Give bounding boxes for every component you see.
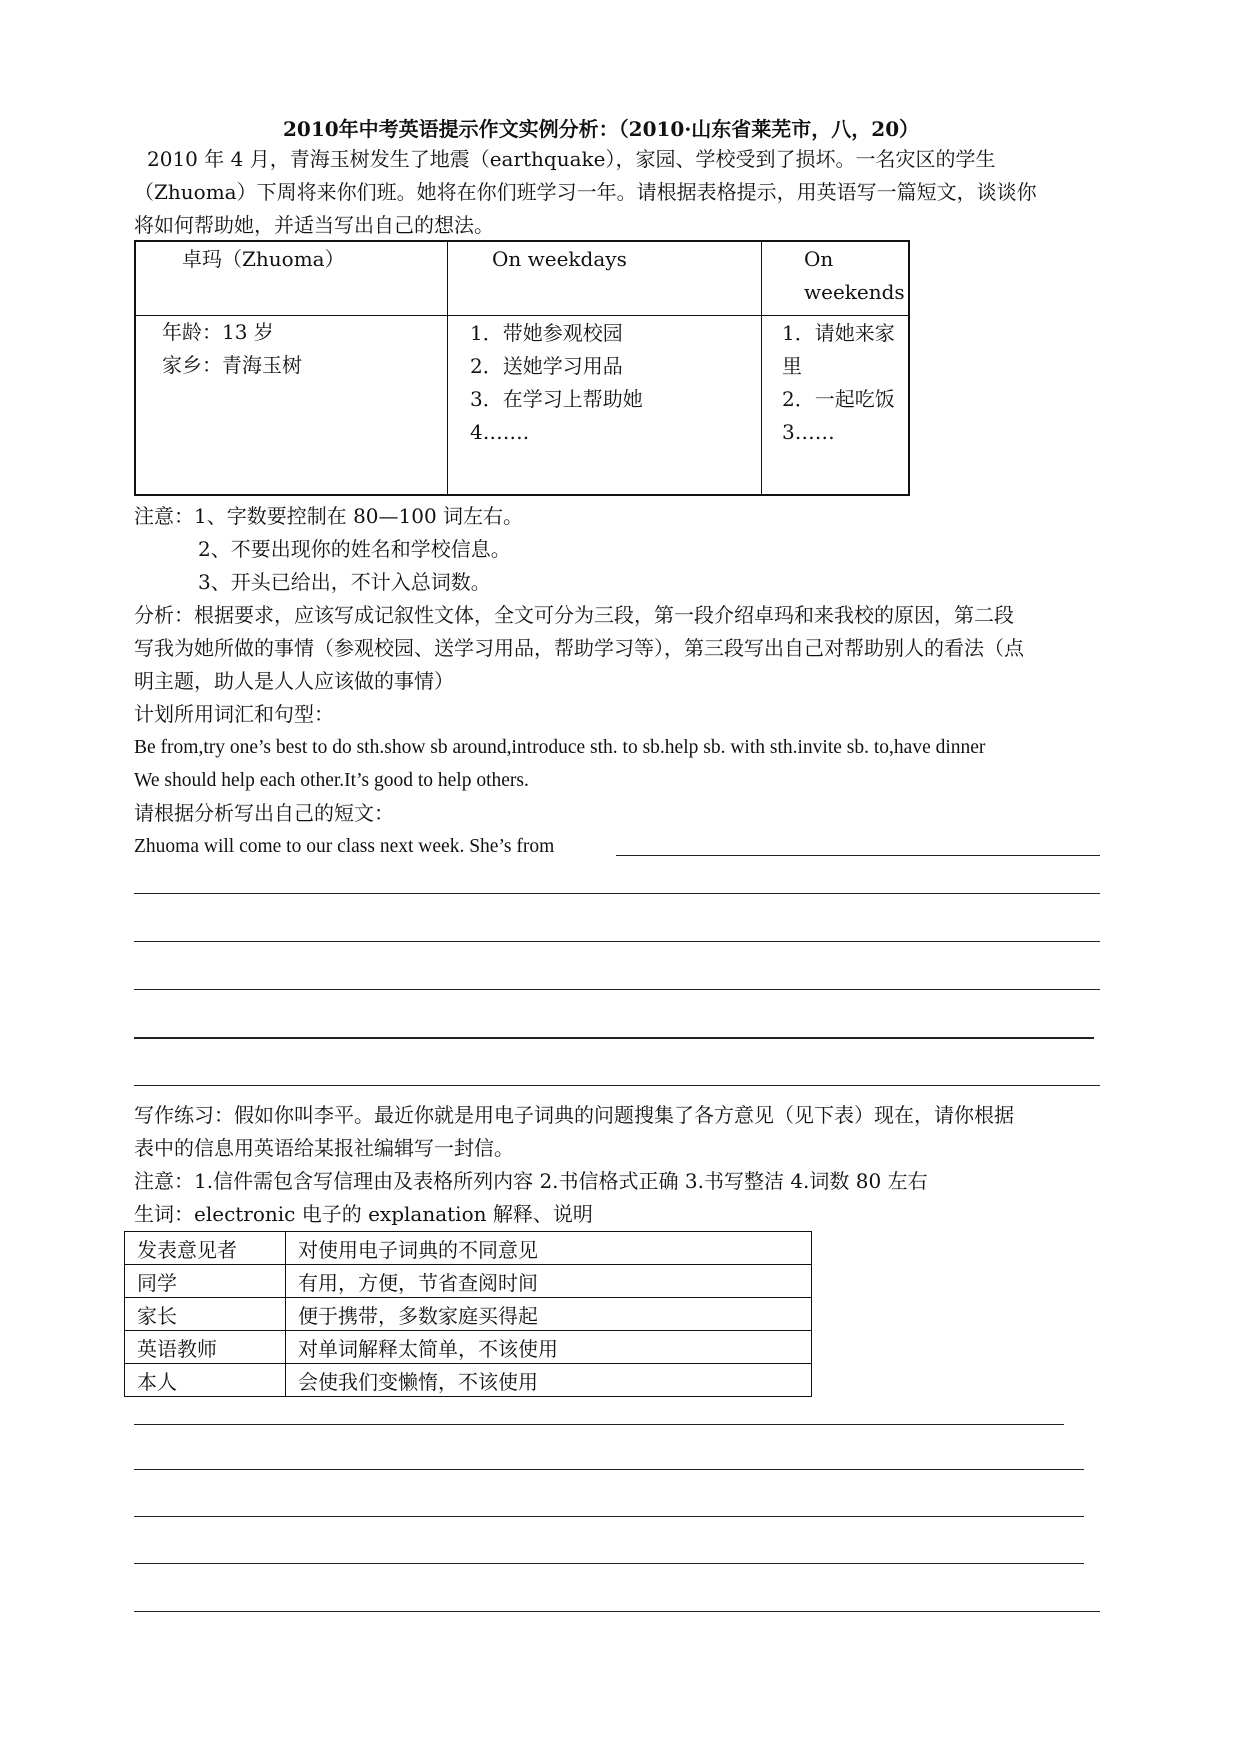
practice-note: 注意：1.信件需包含写信理由及表格所列内容 2.书信格式正确 3.书写整洁 4.词数 80 左右: [134, 1169, 928, 1193]
answer-line: [134, 941, 1100, 942]
table-header-zhuoma: 卓玛（Zhuoma）: [135, 241, 448, 315]
page-title: 2010年中考英语提示作文实例分析：（2010·山东省莱芜市，八，20）: [283, 117, 920, 141]
table-cell: 便于携带，多数家庭买得起: [286, 1298, 812, 1331]
weekday-item: 4…….: [470, 419, 530, 444]
practice-line-1: 写作练习：假如你叫李平。最近你就是用电子词典的问题搜集了各方意见（见下表）现在，请你根据: [134, 1103, 1014, 1127]
table-cell: 本人: [125, 1364, 286, 1397]
table-cell: 同学: [125, 1265, 286, 1298]
table-row: [125, 1232, 812, 1265]
table-cell: 对使用电子词典的不同意见: [286, 1232, 812, 1265]
answer-line: [134, 989, 1100, 990]
hometown-text: 家乡：青海玉树: [162, 352, 302, 377]
table-cell: 家长: [125, 1298, 286, 1331]
answer-line: [134, 1469, 1084, 1470]
help-plan-table: [134, 240, 910, 496]
vocab-line: 生词：electronic 电子的 explanation 解释、说明: [134, 1202, 593, 1226]
table-row: [125, 1364, 812, 1397]
table-cell: 英语教师: [125, 1331, 286, 1364]
age-text: 年龄：13 岁: [162, 319, 274, 344]
note-1: 注意：1、字数要控制在 80—100 词左右。: [134, 504, 524, 528]
plan-line-1: Be from,try one’s best to do sth.show sb around,introduce sth. to sb.help sb. with sth.invite sb. to,have dinner: [134, 737, 986, 758]
table-cell: 会使我们变懒惰，不该使用: [286, 1364, 812, 1397]
weekend-item: 2．一起吃饭: [782, 386, 895, 411]
answer-line: [134, 1424, 1064, 1425]
zhuoma-info-cell: [135, 315, 448, 495]
write-prompt: 请根据分析写出自己的短文：: [134, 801, 394, 825]
essay-start: Zhuoma will come to our class next week. She’s from: [134, 836, 555, 857]
plan-heading: 计划所用词汇和句型：: [134, 702, 334, 726]
weekend-item: 1．请她来家里: [782, 320, 895, 378]
plan-line-2: We should help each other.It’s good to help others.: [134, 770, 529, 791]
analysis-line-3: 明主题，助人是人人应该做的事情）: [134, 669, 454, 693]
analysis-line-2: 写我为她所做的事情（参观校园、送学习用品，帮助学习等），第三段写出自己对帮助别人的看法（点: [134, 636, 1024, 660]
answer-line: [134, 893, 1100, 894]
table-cell: 有用，方便，节省查阅时间: [286, 1265, 812, 1298]
table-row: [125, 1331, 812, 1364]
weekday-item: 2．送她学习用品: [470, 353, 623, 378]
weekends-cell: [762, 315, 910, 495]
table-row: [125, 1265, 812, 1298]
answer-line: [134, 1611, 1100, 1612]
opinions-table: [124, 1231, 812, 1397]
weekend-item: 3……: [782, 419, 835, 444]
weekdays-cell: [448, 315, 762, 495]
answer-line: [616, 855, 1100, 856]
note-3: 3、开头已给出，不计入总词数。: [198, 570, 491, 594]
weekday-item: 3．在学习上帮助她: [470, 386, 643, 411]
practice-line-2: 表中的信息用英语给某报社编辑写一封信。: [134, 1136, 514, 1160]
table-header-weekdays: On weekdays: [448, 241, 762, 315]
answer-line: [134, 1516, 1084, 1517]
note-2: 2、不要出现你的姓名和学校信息。: [198, 537, 511, 561]
intro-line-3: 将如何帮助她，并适当写出自己的想法。: [134, 213, 494, 237]
table-header-weekends: On weekends: [762, 241, 910, 315]
answer-line: [134, 1563, 1084, 1564]
analysis-line-1: 分析：根据要求，应该写成记叙性文体，全文可分为三段，第一段介绍卓玛和来我校的原因，第二段: [134, 603, 1014, 627]
weekday-item: 1．带她参观校园: [470, 320, 623, 345]
table-row: [125, 1298, 812, 1331]
intro-line-1: 2010 年 4 月，青海玉树发生了地震（earthquake），家园、学校受到了损坏。一名灾区的学生: [147, 147, 996, 171]
table-cell: 对单词解释太简单，不该使用: [286, 1331, 812, 1364]
intro-line-2: （Zhuoma）下周将来你们班。她将在你们班学习一年。请根据表格提示，用英语写一篇短文，谈谈你: [134, 180, 1037, 204]
table-cell: 发表意见者: [125, 1232, 286, 1265]
answer-line: [134, 1037, 1094, 1039]
answer-line: [134, 1085, 1100, 1086]
